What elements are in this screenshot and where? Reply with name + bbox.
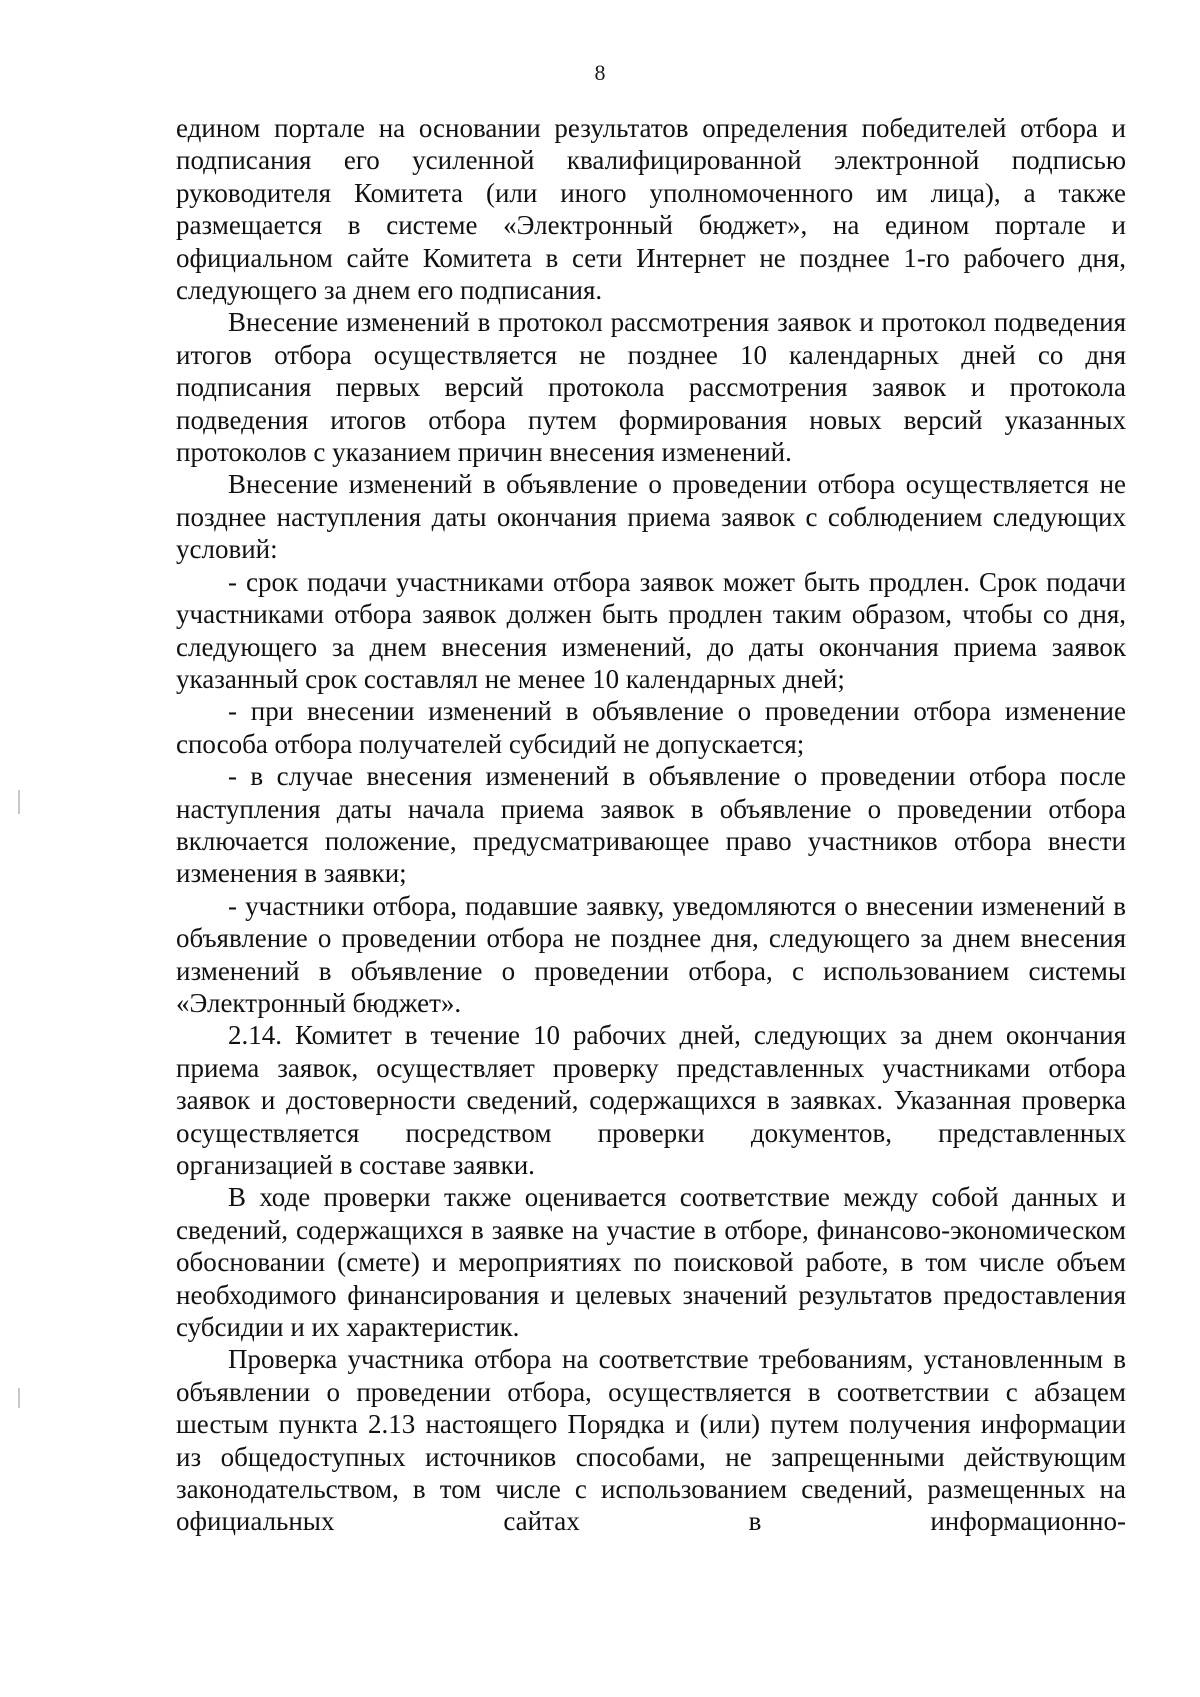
- list-item-selection-method: - при внесении изменений в объявление о проведении отбора изменение способа отбора получателей субсидий не допускается;: [176, 696, 1126, 759]
- list-item-deadline-extension: - срок подачи участниками отбора заявок может быть продлен. Срок подачи участниками отбора заявок должен быть продлен таким образом, чтобы со дня, следующего за днем внесения изменений, до даты окончания приема заявок указанный срок составлял не менее 10 календарных дней;: [176, 566, 1126, 694]
- paragraph-continuation: едином портале на основании результатов определения победителей отбора и подписания его усиленной квалифицированной электронной подписью руководителя Комитета (или иного уполномоченного им лица), а также размещается в системе «Электронный бюджет», на едином портале и официальном сайте Комитета в сети Интернет не позднее 1-го рабочего дня, следующего за днем его подписания.: [176, 113, 1126, 306]
- paragraph-participant-check: Проверка участника отбора на соответствие требованиям, установленным в объявлении о проведении отбора, осуществляется в соответствии с абзацем шестым пункта 2.13 настоящего Порядка и (или) путем получения информации из общедоступных источников способами, не запрещенными действующим законодательством, в том числе с использованием сведений, размещенных на официальных сайтах в информационно-: [176, 1344, 1126, 1537]
- paragraph-announcement-changes: Внесение изменений в объявление о проведении отбора осуществляется не позднее наступления даты окончания приема заявок с соблюдением следующих условий:: [176, 469, 1126, 565]
- scan-margin-mark: [18, 790, 20, 814]
- page-number: 8: [594, 60, 606, 85]
- paragraph-section-2-14: 2.14. Комитет в течение 10 рабочих дней, следующих за днем окончания приема заявок, осуществляет проверку представленных участниками отбора заявок и достоверности сведений, содержащихся в заявках. Указанная проверка осуществляется посредством проверки документов, представленных организацией в составе заявки.: [176, 1020, 1126, 1180]
- list-item-application-changes: - в случае внесения изменений в объявление о проведении отбора после наступления даты начала приема заявок в объявление о проведении отбора включается положение, предусматривающее право участников отбора внести изменения в заявки;: [176, 761, 1126, 889]
- scan-margin-mark: [18, 1388, 20, 1408]
- list-item-participant-notification: - участники отбора, подавшие заявку, уведомляются о внесении изменений в объявление о проведении отбора не позднее дня, следующего за днем внесения изменений в объявление о проведении отбора, с использованием системы «Электронный бюджет».: [176, 890, 1126, 1018]
- document-body: [176, 112, 1126, 1538]
- paragraph-verification-assessment: В ходе проверки также оценивается соответствие между собой данных и сведений, содержащихся в заявке на участие в отборе, финансово-экономическом обосновании (смете) и мероприятиях по поисковой работе, в том числе объем необходимого финансирования и целевых значений результатов предоставления субсидии и их характеристик.: [176, 1182, 1126, 1343]
- paragraph-protocol-changes: Внесение изменений в протокол рассмотрения заявок и протокол подведения итогов отбора осуществляется не позднее 10 календарных дней со дня подписания первых версий протокола рассмотрения заявок и протокола подведения итогов отбора путем формирования новых версий указанных протоколов с указанием причин внесения изменений.: [176, 307, 1126, 468]
